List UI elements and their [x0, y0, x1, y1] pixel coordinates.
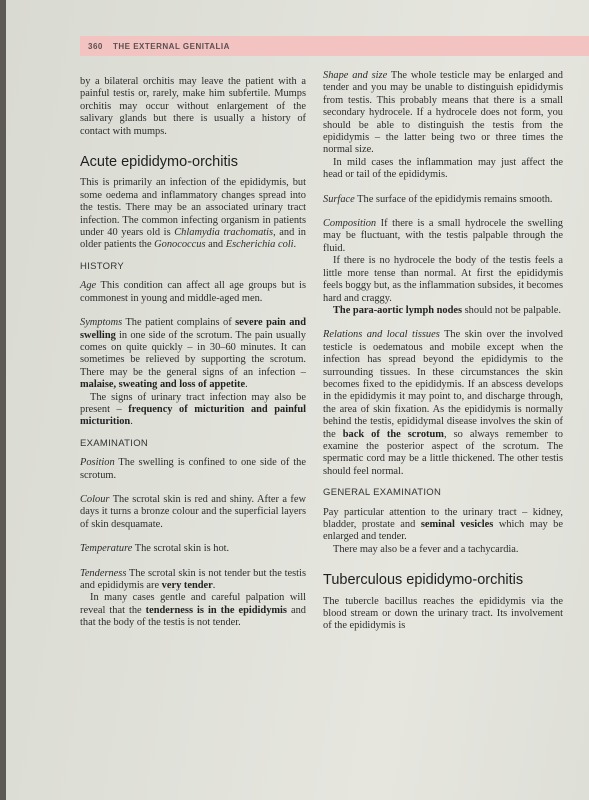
surface-paragraph: Surface The surface of the epididymis remains smooth.: [323, 193, 553, 205]
temperature-label: Temperature: [80, 543, 133, 555]
fever-paragraph: There may also be a fever and a tachycardia.: [333, 543, 519, 555]
position-paragraph: Position The swelling is confined to one side of the scrotum.: [80, 457, 306, 481]
section-title-tuberculous: Tuberculous epididymo-orchitis: [323, 572, 524, 589]
tuberculous-paragraph: The tubercle bacillus reaches the epididymis via the blood stream or down the urinary tract. Its involvement of the epididymis is: [323, 595, 563, 632]
age-label: Age: [80, 280, 97, 292]
symptoms-label: Symptoms: [80, 317, 123, 329]
temperature-paragraph: Temperature The scrotal skin is hot.: [80, 543, 230, 555]
acute-paragraph: This is primarily an infection of the epididymis, but some oedema and inflammatory changes spread into the testis. There may be an associated urinary tract infection. The common infecting organism in patients under 40 years old is Chlamydia trachomatis, and in older patients the Gonococcus and Escherichia coli.: [80, 177, 306, 251]
general-paragraph: Pay particular attention to the urinary tract – kidney, bladder, prostate and seminal vesicles which may be enlarged and tender.: [323, 506, 563, 543]
relations-label: Relations and local tissues: [323, 329, 440, 341]
surface-label: Surface: [323, 193, 355, 205]
left-column: [80, 76, 306, 630]
shape-label: Shape and size: [323, 70, 388, 81]
lymph-paragraph: The para-aortic lymph nodes should not be palpable.: [333, 304, 562, 316]
position-label: Position: [80, 457, 115, 469]
composition-label: Composition: [323, 218, 377, 230]
shape-paragraph: Shape and size The whole testicle may be enlarged and tender and you may be unable to distinguish epididymis from testis. This probably means that there is a small secondary hydrocele. If a hydrocele does not form, you should be able to distinguish the testis from the epididymis – the latter being two or three times the normal size.: [323, 70, 563, 156]
section-title-acute: Acute epididymo-orchitis: [80, 154, 238, 171]
age-paragraph: Age This condition can affect all age groups but is commonest in young and middle-aged men.: [80, 280, 306, 304]
relations-paragraph: Relations and local tissues The skin over the involved testicle is oedematous and mobile except when the infection has spread beyond the epididymis to the surrounding tissues. In these circumstances the skin becomes fixed to the epididymis. If an abscess develops in the epididymis it may point to, and discharge through, the area of skin fixation. As the epididymis is normally behind the testis, epididymal disease involves the skin of the back of the scrotum, so always remember to examine the posterior aspect of the scrotum. The spermatic cord may be a little thickened. The other testis should feel normal.: [323, 329, 564, 477]
no-hydrocele-paragraph: If there is no hydrocele the body of the testis feels a little more tense than normal. At first the epididymis feels boggy but, as the inflammation subsides, it becomes hard and craggy.: [323, 255, 563, 304]
general-examination-heading: GENERAL EXAMINATION: [323, 487, 442, 499]
uti-paragraph: The signs of urinary tract infection may also be present – frequency of micturition and painful micturition.: [80, 391, 306, 428]
book-page: [6, 0, 589, 800]
colour-paragraph: Colour The scrotal skin is red and shiny. After a few days it turns a bronze colour and the superficial layers of skin desquamate.: [80, 493, 306, 530]
mild-paragraph: In mild cases the inflammation may just affect the head or tail of the epididymis.: [323, 156, 563, 181]
running-title: THE EXTERNAL GENITALIA: [113, 42, 230, 51]
composition-paragraph: Composition If there is a small hydrocele the swelling may be fluctuant, with the testis palpable through the fluid.: [323, 218, 563, 254]
right-column: [323, 70, 563, 633]
tenderness-paragraph: Tenderness The scrotal skin is not tender but the testis and epididymis are very tender.: [80, 567, 306, 591]
examination-heading: EXAMINATION: [80, 437, 149, 449]
intro-paragraph: by a bilateral orchitis may leave the patient with a painful testis or, rarely, make him subfertile. Mumps orchitis may occur without enlargement of the salivary glands but there is usually a history of contact with mumps.: [80, 76, 306, 137]
palpation-paragraph: In many cases gentle and careful palpation will reveal that the tenderness is in the epididymis and that the body of the testis is not tender.: [80, 592, 306, 629]
colour-label: Colour: [80, 493, 110, 505]
page-number: 360: [88, 42, 103, 51]
symptoms-paragraph: Symptoms The patient complains of severe pain and swelling in one side of the scrotum. The pain usually comes on quite quickly – in 30–60 minutes. It can sometimes be relieved by supporting the scrotum. There may be the general signs of an infection – malaise, sweating and loss of appetite.: [80, 317, 306, 391]
running-header: [80, 36, 589, 56]
history-heading: HISTORY: [80, 260, 124, 272]
tenderness-label: Tenderness: [80, 567, 127, 579]
